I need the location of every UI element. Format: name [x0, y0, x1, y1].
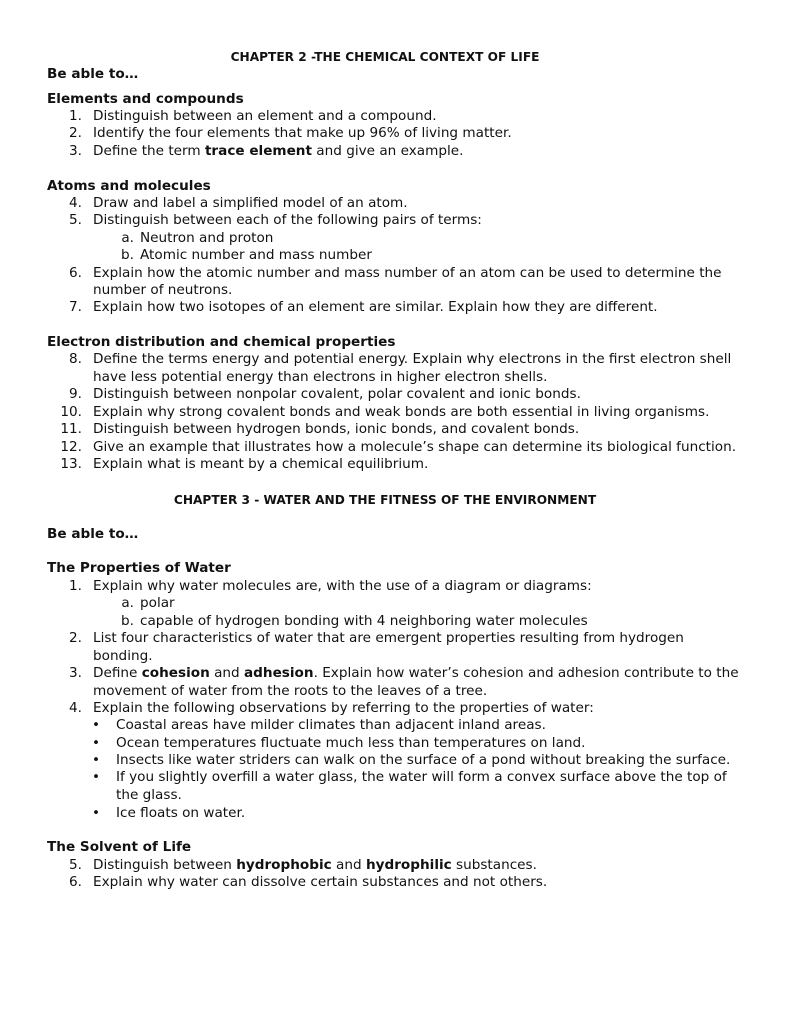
item-number: 12. — [60, 439, 82, 455]
item-number: 3. — [69, 665, 82, 681]
be-able-to-label: Be able to… — [47, 526, 139, 542]
item-text: Explain why strong covalent bonds and weak bonds are both essential in living organisms. — [93, 404, 710, 420]
item-text: Explain how two isotopes of an element are similar. Explain how they are different. — [93, 299, 658, 315]
item-text: Draw and label a simplified model of an atom. — [93, 195, 408, 211]
item-number: 6. — [69, 265, 82, 281]
item-number: 4. — [69, 195, 82, 211]
section-heading-atoms-molecules: Atoms and molecules — [47, 178, 211, 194]
item-number: 4. — [69, 700, 82, 716]
sub-item-letter: b. — [121, 247, 134, 263]
item-number: 2. — [69, 630, 82, 646]
item-number: 1. — [69, 578, 82, 594]
item-text: Explain why water can dissolve certain substances and not others. — [93, 874, 548, 890]
chapter-3-title: CHAPTER 3 - WATER AND THE FITNESS OF THE ENVIRONMENT — [173, 492, 597, 507]
sub-item-letter: a. — [121, 230, 134, 246]
section-heading-electron-distribution: Electron distribution and chemical properties — [47, 334, 396, 350]
term-adhesion: adhesion — [243, 665, 314, 681]
sub-item-letter: a. — [121, 595, 134, 611]
chapter-2-title: CHAPTER 2 -THE CHEMICAL CONTEXT OF LIFE — [230, 49, 540, 64]
sub-item-text: capable of hydrogen bonding with 4 neighboring water molecules — [140, 613, 588, 629]
bullet-text: Coastal areas have milder climates than adjacent inland areas. — [116, 717, 546, 733]
item-text: List four characteristics of water that are emergent properties resulting from hydrogen — [93, 630, 684, 646]
bullet-text: Ocean temperatures fluctuate much less than temperatures on land. — [116, 735, 586, 751]
section-heading-elements-compounds: Elements and compounds — [47, 91, 244, 107]
bullet-text: Insects like water striders can walk on the surface of a pond without breaking the surface. — [116, 752, 731, 768]
sub-item-text: polar — [140, 595, 175, 611]
item-text: Distinguish between hydrogen bonds, ionic bonds, and covalent bonds. — [93, 421, 580, 437]
item-number: 3. — [69, 143, 82, 159]
item-text: Explain why water molecules are, with the use of a diagram or diagrams: — [93, 578, 592, 594]
item-number: 1. — [69, 108, 82, 124]
sub-item-letter: b. — [121, 613, 134, 629]
term-hydrophobic: hydrophobic — [236, 857, 332, 873]
item-text: Explain how the atomic number and mass number of an atom can be used to determine the — [93, 265, 722, 281]
item-number: 5. — [69, 212, 82, 228]
term-hydrophilic: hydrophilic — [365, 857, 452, 873]
item-text: Distinguish between hydrophobic and hydrophilic substances. — [93, 857, 537, 873]
bullet-text: If you slightly overfill a water glass, the water will form a convex surface above the top of — [116, 769, 727, 785]
item-text: Define the term trace element and give an example. — [93, 143, 464, 159]
item-number: 6. — [69, 874, 82, 890]
item-number: 13. — [60, 456, 82, 472]
item-text: Explain the following observations by referring to the properties of water: — [93, 700, 594, 716]
bullet-icon: • — [91, 717, 101, 733]
item-number: 2. — [69, 125, 82, 141]
item-text: Define cohesion and adhesion. Explain how water’s cohesion and adhesion contribute to the — [93, 665, 739, 681]
item-text-continued: bonding. — [93, 648, 153, 664]
bullet-text-continued: the glass. — [116, 787, 182, 803]
bullet-icon: • — [91, 805, 101, 821]
sub-item-text: Neutron and proton — [140, 230, 274, 246]
item-text-continued: have less potential energy than electrons in higher electron shells. — [93, 369, 548, 385]
sub-item-text: Atomic number and mass number — [140, 247, 372, 263]
item-text-continued: movement of water from the roots to the leaves of a tree. — [93, 683, 488, 699]
bullet-icon: • — [91, 752, 101, 768]
bullet-text: Ice floats on water. — [116, 805, 246, 821]
be-able-to-label: Be able to… — [47, 66, 139, 82]
item-number: 10. — [60, 404, 82, 420]
item-number: 11. — [60, 421, 82, 437]
item-text: Identify the four elements that make up 96% of living matter. — [93, 125, 512, 141]
item-text: Give an example that illustrates how a molecule’s shape can determine its biological function. — [93, 439, 737, 455]
term-trace-element: trace element — [204, 143, 312, 159]
item-number: 8. — [69, 351, 82, 367]
item-text: Distinguish between each of the following pairs of terms: — [93, 212, 482, 228]
item-text: Distinguish between an element and a compound. — [93, 108, 437, 124]
item-text: Define the terms energy and potential energy. Explain why electrons in the first electron shell — [93, 351, 732, 367]
item-text-continued: number of neutrons. — [93, 282, 233, 298]
term-cohesion: cohesion — [141, 665, 210, 681]
item-number: 7. — [69, 299, 82, 315]
item-text: Distinguish between nonpolar covalent, polar covalent and ionic bonds. — [93, 386, 581, 402]
bullet-icon: • — [91, 769, 101, 785]
section-heading-properties-of-water: The Properties of Water — [47, 560, 231, 576]
bullet-icon: • — [91, 735, 101, 751]
item-text: Explain what is meant by a chemical equilibrium. — [93, 456, 429, 472]
item-number: 5. — [69, 857, 82, 873]
item-number: 9. — [69, 386, 82, 402]
section-heading-solvent-of-life: The Solvent of Life — [47, 839, 192, 855]
